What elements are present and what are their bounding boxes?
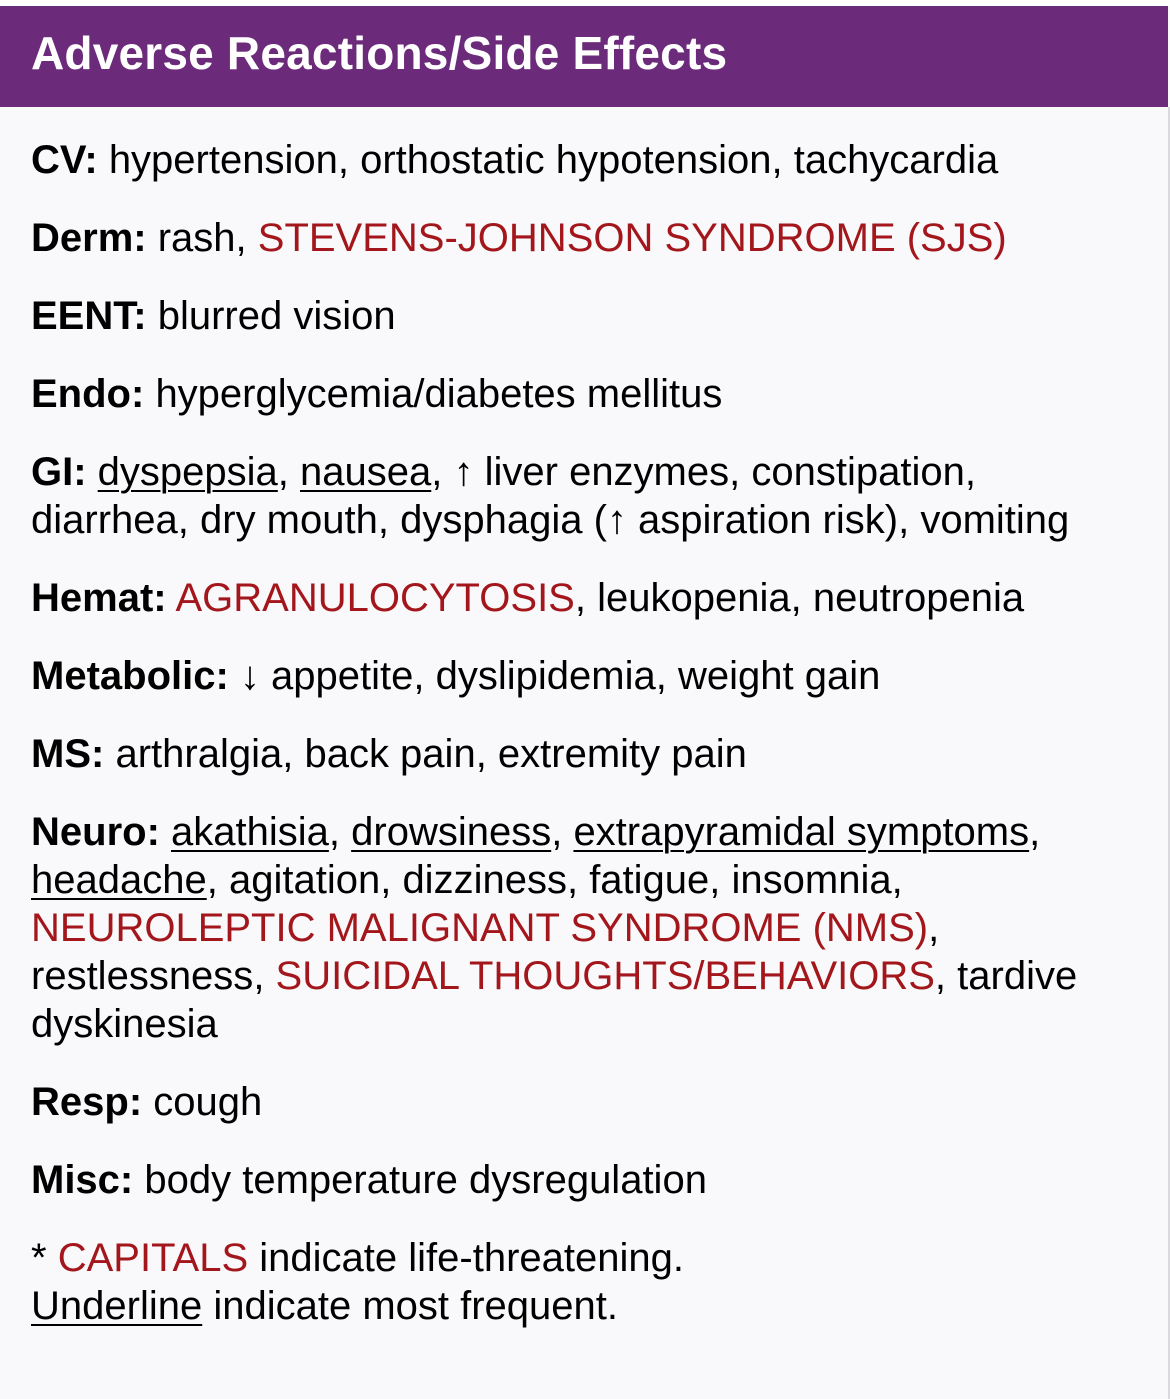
reaction-item: body temperature dysregulation — [144, 1158, 707, 1202]
reaction-category-row — [31, 370, 1141, 418]
frequent-reaction: nausea — [300, 450, 432, 494]
reaction-item: arthralgia — [115, 732, 283, 776]
reaction-item: restlessness — [31, 954, 254, 998]
reaction-item: insomnia — [731, 858, 892, 902]
reaction-item: diarrhea — [31, 498, 178, 542]
category-label: Resp: — [31, 1080, 143, 1124]
reaction-item: blurred vision — [157, 294, 396, 338]
category-label: Derm: — [31, 216, 147, 260]
life-threatening-reaction: NEUROLEPTIC MALIGNANT SYNDROME (NMS) — [31, 906, 929, 950]
life-threatening-reaction: SUICIDAL THOUGHTS/BEHAVIORS — [275, 954, 935, 998]
reaction-category-row — [31, 1156, 1141, 1204]
section-title: Adverse Reactions/Side Effects — [31, 26, 728, 79]
category-label: Hemat: — [31, 576, 167, 620]
adverse-reactions-list — [31, 136, 1141, 1330]
legend-underline-word: Underline — [31, 1284, 203, 1328]
reaction-item: ↑ liver enzymes — [453, 450, 730, 494]
category-label: Neuro: — [31, 810, 160, 854]
reaction-item: ↓ appetite — [239, 654, 414, 698]
legend-underline-text: indicate most frequent. — [213, 1284, 619, 1328]
reaction-item: agitation — [228, 858, 381, 902]
reaction-category-row: CV: hypertension, orthostatic hypotension, tachycardia — [31, 138, 999, 182]
category-label: CV: — [31, 138, 98, 182]
reaction-item: rash — [157, 216, 236, 260]
reaction-item: dyslipidemia — [435, 654, 656, 698]
category-label: GI: — [31, 450, 87, 494]
frequent-reaction: akathisia — [171, 810, 329, 854]
reaction-category-row: Derm: rash, STEVENS-JOHNSON SYNDROME (SJS) — [31, 216, 1007, 260]
legend-capitals-text: indicate life-threatening. — [259, 1236, 684, 1280]
frequent-reaction: headache — [31, 858, 207, 902]
legend-capitals-word: CAPITALS — [57, 1236, 249, 1280]
reaction-item: back pain — [304, 732, 476, 776]
life-threatening-reaction: AGRANULOCYTOSIS — [175, 576, 575, 620]
reaction-category-row — [31, 1078, 1141, 1126]
reaction-item: weight gain — [677, 654, 881, 698]
category-label: Metabolic: — [31, 654, 229, 698]
category-label: Misc: — [31, 1158, 134, 1202]
reaction-item: hyperglycemia/diabetes mellitus — [155, 372, 723, 416]
reaction-item: dysphagia (↑ aspiration risk) — [400, 498, 899, 542]
reaction-category-row: GI: dyspepsia, nausea, ↑ liver enzymes, constipation, diarrhea, dry mouth, dysphagia (↑ aspiration risk), vomiting — [31, 450, 1070, 542]
reaction-item: cough — [153, 1080, 263, 1124]
life-threatening-reaction: STEVENS-JOHNSON SYNDROME (SJS) — [257, 216, 1007, 260]
frequent-reaction: extrapyramidal symptoms — [573, 810, 1030, 854]
reaction-item: extremity pain — [497, 732, 747, 776]
legend-underline-line — [31, 1282, 1141, 1330]
category-label: Endo: — [31, 372, 145, 416]
reaction-category-row: Metabolic: ↓ appetite, dyslipidemia, weight gain — [31, 654, 881, 698]
asterisk: * — [31, 1236, 47, 1280]
reaction-item: vomiting — [920, 498, 1070, 542]
section-header — [0, 6, 1168, 107]
reaction-item: tardive dyskinesia — [31, 954, 1078, 1046]
legend-capitals-line — [31, 1234, 1141, 1282]
reaction-item: dizziness — [402, 858, 567, 902]
category-label: MS: — [31, 732, 105, 776]
reaction-item: neutropenia — [812, 576, 1025, 620]
reaction-category-row: Hemat: AGRANULOCYTOSIS, leukopenia, neutropenia — [31, 576, 1025, 620]
reaction-item: hypertension — [108, 138, 338, 182]
reaction-item: orthostatic hypotension — [360, 138, 772, 182]
reaction-item: fatigue — [589, 858, 710, 902]
frequent-reaction: dyspepsia — [97, 450, 278, 494]
category-label: EENT: — [31, 294, 147, 338]
reaction-item: leukopenia — [597, 576, 791, 620]
frequent-reaction: drowsiness — [351, 810, 552, 854]
legend-footnote — [31, 1234, 1141, 1330]
reaction-category-row — [31, 292, 1141, 340]
reaction-item: tachycardia — [793, 138, 999, 182]
reaction-category-row: MS: arthralgia, back pain, extremity pain — [31, 732, 747, 776]
reaction-category-row: Neuro: akathisia, drowsiness, extrapyramidal symptoms, headache, agitation, dizziness, fatigue, insomnia, NEUROLEPTIC MALIGNANT SYNDROME (NMS), restlessness, SUICIDAL THOUGHTS/BEHAVIORS, tardive dyskinesia — [31, 810, 1078, 1046]
reaction-item: constipation — [751, 450, 965, 494]
reaction-item: dry mouth — [200, 498, 378, 542]
